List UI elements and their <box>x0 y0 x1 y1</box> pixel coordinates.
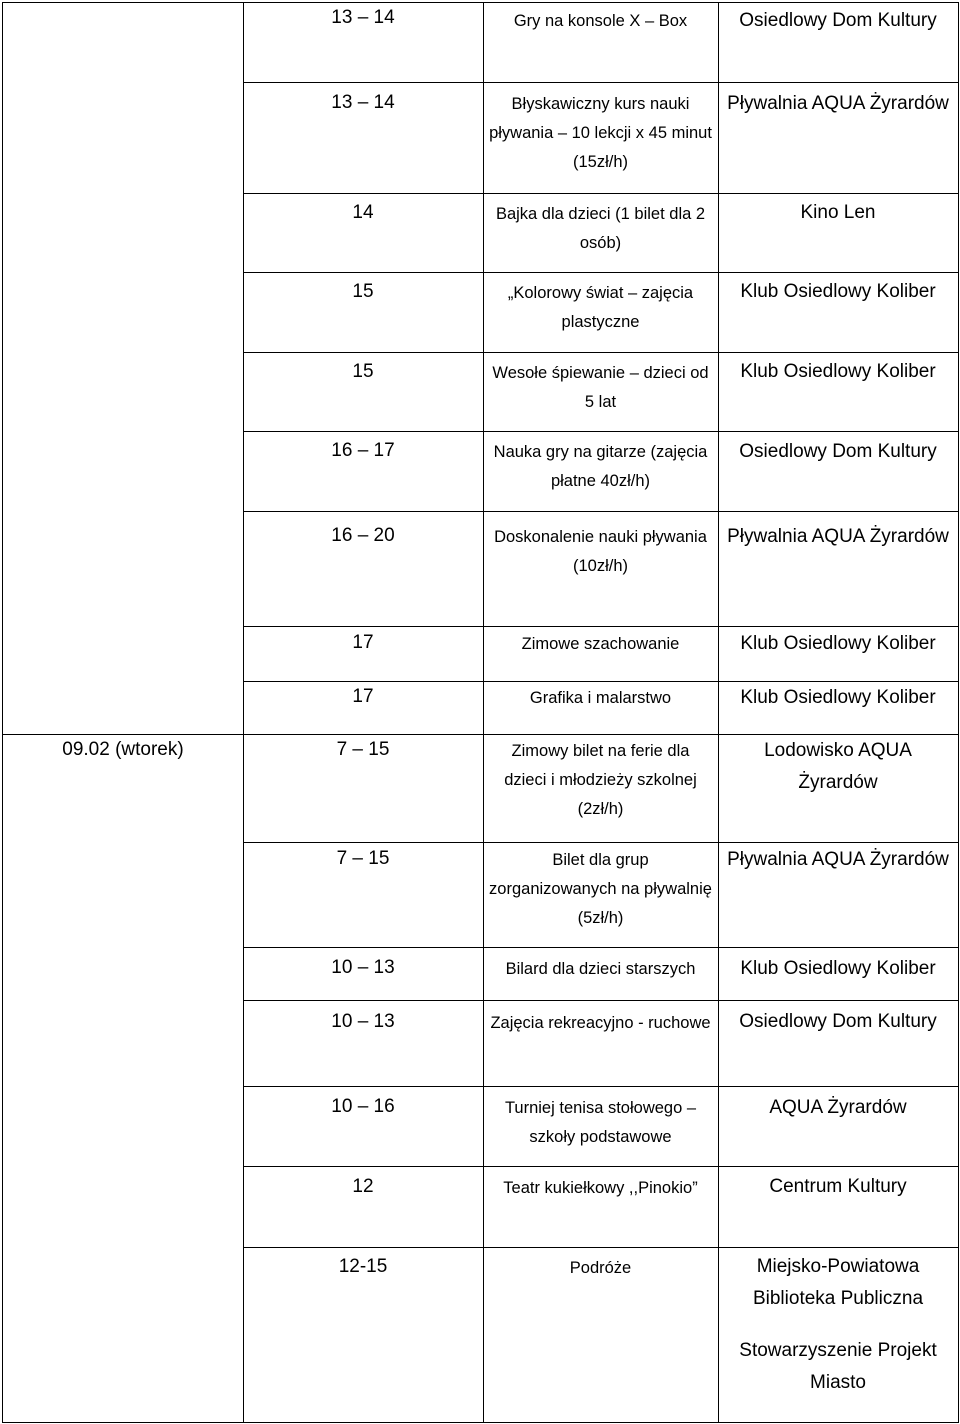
venue-cell: Pływalnia AQUA Żyrardów <box>727 526 949 547</box>
time-cell: 10 – 13 <box>331 1011 395 1032</box>
activity-cell: Wesołe śpiewanie – dzieci od 5 lat <box>492 364 709 411</box>
time-cell: 10 – 16 <box>331 1096 395 1117</box>
activity-cell: Zajęcia rekreacyjno - ruchowe <box>490 1014 711 1032</box>
time-cell: 17 <box>352 632 374 653</box>
venue-cell: AQUA Żyrardów <box>769 1097 907 1118</box>
date-label: 09.02 (wtorek) <box>62 739 184 760</box>
column-divider-time <box>483 2 484 1422</box>
row-divider <box>243 1000 958 1001</box>
time-cell: 15 <box>352 361 374 382</box>
venue-cell: Miejsko-Powiatowa Biblioteka Publiczna <box>752 1256 924 1309</box>
row-divider <box>243 947 958 948</box>
venue-cell: Klub Osiedlowy Koliber <box>740 633 936 654</box>
table-border-left <box>2 2 3 1422</box>
activity-cell: Zimowy bilet na ferie dla dzieci i młodzieży szkolnej (2zł/h) <box>504 742 697 818</box>
activity-cell: Grafika i malarstwo <box>529 689 672 707</box>
time-cell: 14 <box>352 202 374 223</box>
venue-cell: Osiedlowy Dom Kultury <box>739 10 937 31</box>
activity-cell: Bajka dla dzieci (1 bilet dla 2 osób) <box>495 205 706 252</box>
row-divider <box>243 272 958 273</box>
table-border-bottom <box>2 1422 959 1423</box>
venue-cell: Stowarzyszenie Projekt Miasto <box>739 1340 937 1393</box>
row-divider <box>243 1086 958 1087</box>
row-divider <box>243 511 958 512</box>
row-divider <box>243 626 958 627</box>
column-divider-date <box>243 2 244 1422</box>
activity-cell: Turniej tenisa stołowego – szkoły podstawowe <box>504 1099 697 1146</box>
activity-cell: Doskonalenie nauki pływania (10zł/h) <box>494 528 707 575</box>
time-cell: 12 <box>352 1176 374 1197</box>
venue-cell: Osiedlowy Dom Kultury <box>739 1011 937 1032</box>
venue-cell: Klub Osiedlowy Koliber <box>740 281 936 302</box>
venue-cell: Klub Osiedlowy Koliber <box>740 687 936 708</box>
row-divider <box>243 352 958 353</box>
table-border-top <box>2 2 959 3</box>
activity-cell: Teatr kukiełkowy ,,Pinokio” <box>503 1179 698 1197</box>
venue-cell: Lodowisko AQUA Żyrardów <box>764 740 912 793</box>
time-cell: 10 – 13 <box>331 957 395 978</box>
time-cell: 16 – 17 <box>331 440 395 461</box>
activity-cell: Zimowe szachowanie <box>521 635 680 653</box>
column-divider-activity <box>718 2 719 1422</box>
row-divider <box>243 842 958 843</box>
venue-cell: Pływalnia AQUA Żyrardów <box>727 93 949 114</box>
venue-cell: Kino Len <box>800 202 876 223</box>
time-cell: 7 – 15 <box>336 848 390 869</box>
time-cell: 15 <box>352 281 374 302</box>
activity-cell: Błyskawiczny kurs nauki pływania – 10 lekcji x 45 minut (15zł/h) <box>489 95 712 171</box>
time-cell: 13 – 14 <box>331 92 395 113</box>
table-border-right <box>958 2 959 1422</box>
activity-cell: Bilard dla dzieci starszych <box>505 960 696 978</box>
venue-cell: Pływalnia AQUA Żyrardów <box>727 849 949 870</box>
time-cell: 17 <box>352 686 374 707</box>
venue-cell: Klub Osiedlowy Koliber <box>740 361 936 382</box>
row-divider <box>243 193 958 194</box>
venue-cell: Klub Osiedlowy Koliber <box>740 958 936 979</box>
row-divider <box>243 1166 958 1167</box>
activity-cell: Bilet dla grup zorganizowanych na pływalnię (5zł/h) <box>489 851 712 927</box>
venue-cell: Osiedlowy Dom Kultury <box>739 441 937 462</box>
time-cell: 12-15 <box>338 1256 388 1277</box>
time-cell: 13 – 14 <box>331 7 395 28</box>
activity-cell: Podróże <box>569 1259 632 1277</box>
row-divider <box>243 1247 958 1248</box>
row-divider <box>243 431 958 432</box>
activity-cell: „Kolorowy świat – zajęcia plastyczne <box>507 284 694 331</box>
activity-cell: Nauka gry na gitarze (zajęcia płatne 40zł/h) <box>493 443 708 490</box>
activity-cell: Gry na konsole X – Box <box>513 12 688 30</box>
venue-cell: Centrum Kultury <box>769 1176 907 1197</box>
time-cell: 7 – 15 <box>336 739 390 760</box>
time-cell: 16 – 20 <box>331 525 395 546</box>
row-divider <box>243 82 958 83</box>
